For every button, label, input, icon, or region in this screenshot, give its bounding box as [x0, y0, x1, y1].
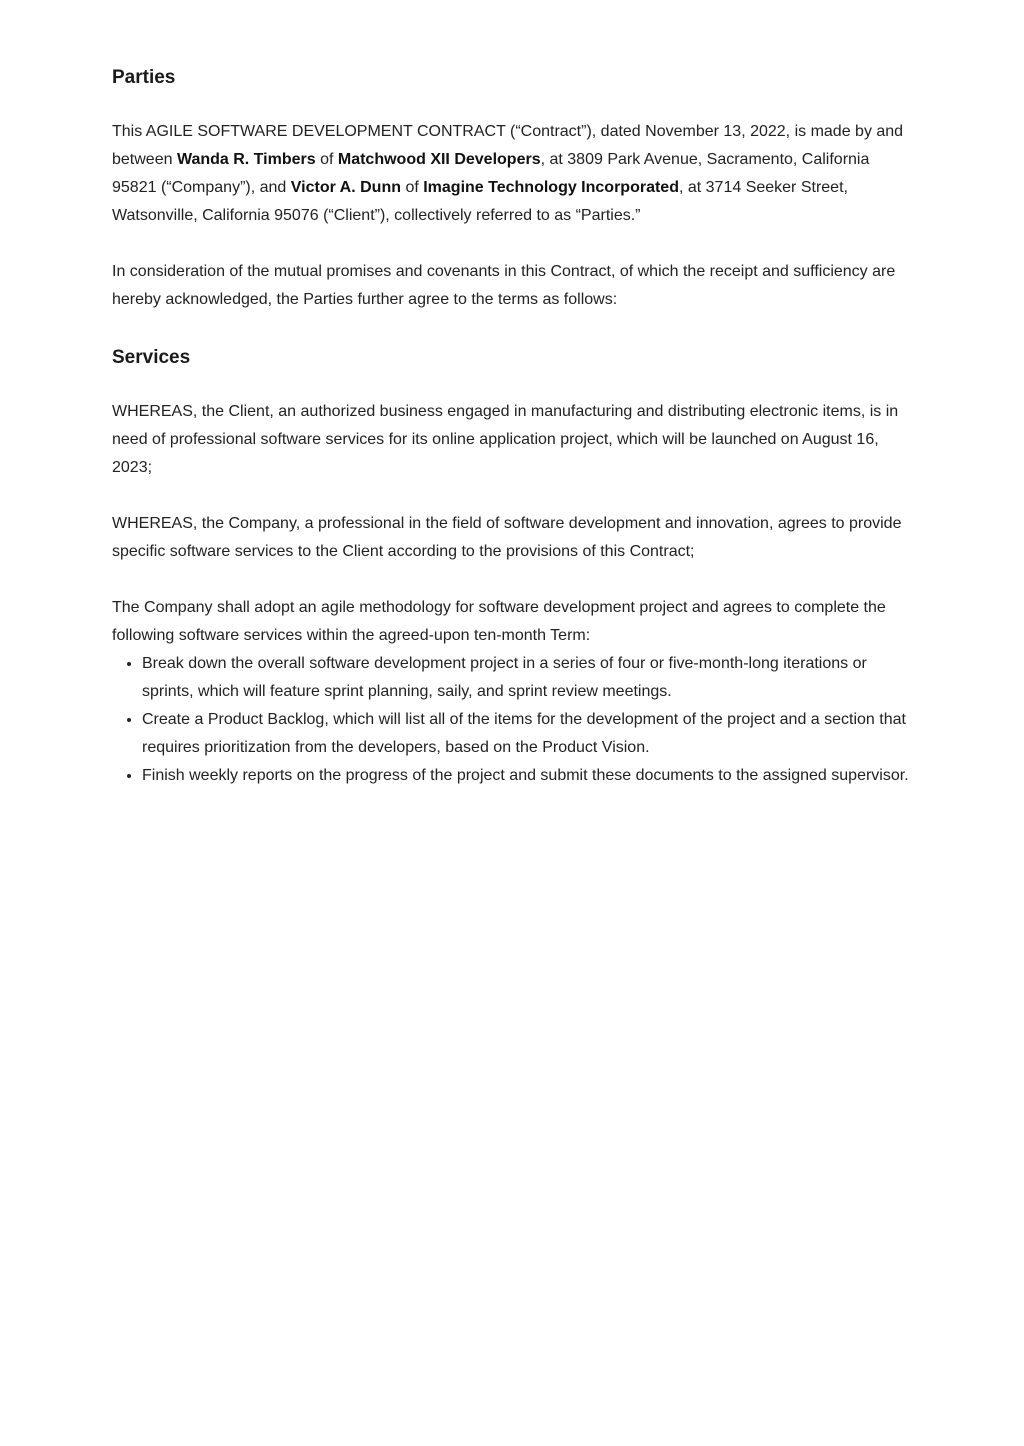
whereas-company-paragraph: WHEREAS, the Company, a professional in the field of software development and innovation, agrees to provide specific software services to the Client according to the provisions of this Contract; — [112, 515, 902, 560]
parties-heading: Parties — [112, 67, 176, 88]
company-name: Matchwood XII Developers — [337, 151, 541, 168]
whereas-client-paragraph: WHEREAS, the Client, an authorized business engaged in manufacturing and distributing electronic items, is in need of professional software services for its online application project, which will be launched on August 16, 2023; — [112, 403, 899, 476]
intro-text-4: of — [401, 179, 424, 196]
list-item: • Create a Product Backlog, which will list all of the items for the development of the project and a section that requires prioritization from the developers, based on the Product Vision. — [142, 706, 912, 762]
document-page — [112, 60, 912, 790]
client-name: Imagine Technology Incorporated — [423, 179, 679, 196]
agile-methodology-paragraph: The Company shall adopt an agile methodology for software development project and agrees to complete the following software services within the agreed-upon ten-month Term: — [112, 599, 886, 644]
services-list — [112, 650, 912, 790]
company-representative-name: Wanda R. Timbers — [176, 151, 316, 168]
services-heading: Services — [112, 347, 191, 368]
intro-text-5: , at 3714 Seeker Street, Watsonville, California 95076 (“Client”), collectively referred to as “Parties.” — [112, 179, 848, 224]
consideration-paragraph: In consideration of the mutual promises and covenants in this Contract, of which the receipt and sufficiency are hereby acknowledged, the Parties further agree to the terms as follows: — [112, 263, 896, 308]
intro-text-3: , at 3809 Park Avenue, Sacramento, California 95821 (“Company”), and — [112, 151, 870, 196]
client-representative-name: Victor A. Dunn — [290, 179, 401, 196]
intro-text-2: of — [315, 151, 338, 168]
intro-text-1: This AGILE SOFTWARE DEVELOPMENT CONTRACT (“Contract”), dated November 13, 2022, is made by and between — [112, 123, 904, 168]
parties-intro-paragraph — [112, 118, 912, 230]
list-item: • Finish weekly reports on the progress of the project and submit these documents to the assigned supervisor. — [142, 762, 912, 790]
list-item: • Break down the overall software development project in a series of four or five-month-long iterations or sprints, which will feature sprint planning, saily, and sprint review meetings. — [142, 650, 912, 706]
